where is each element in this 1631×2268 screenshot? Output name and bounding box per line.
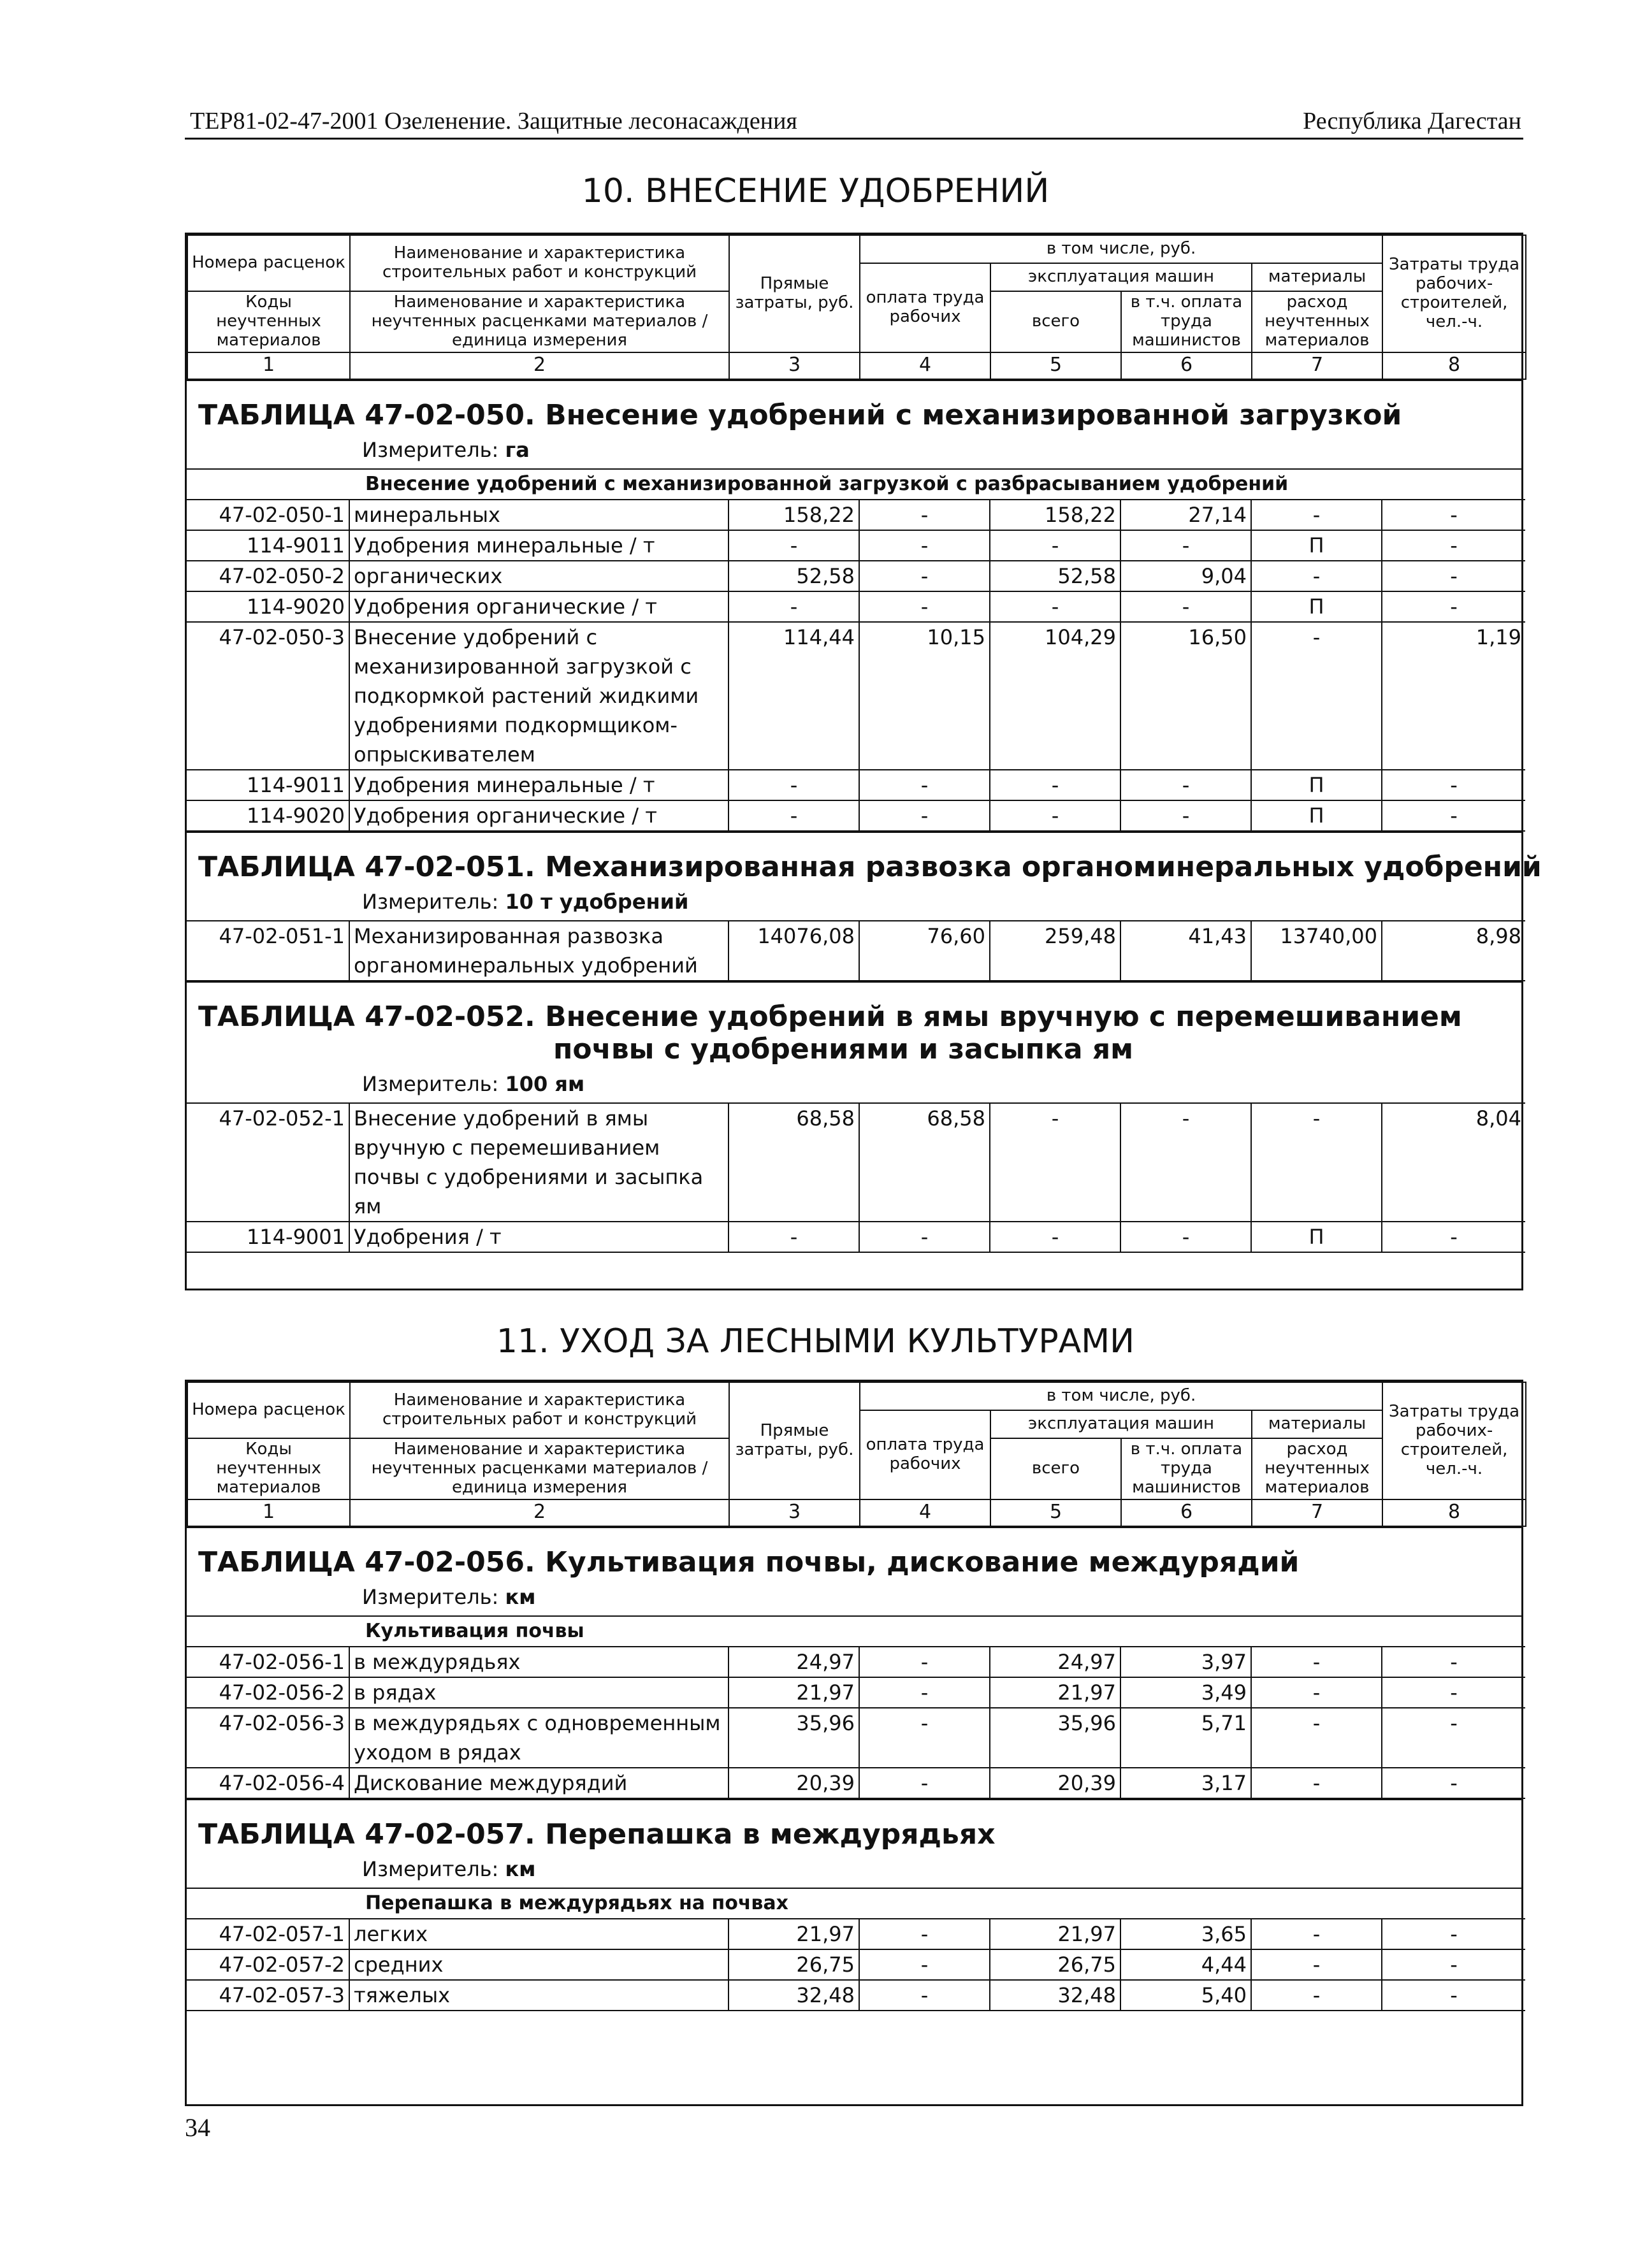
table-subheader: Культивация почвы	[187, 1615, 1521, 1646]
col-number: 4	[860, 1499, 990, 1526]
col-header-material-codes: Коды неучтенных материалов	[187, 1438, 350, 1499]
row-value: 32,48	[729, 1980, 859, 2011]
col-number: 6	[1121, 1499, 1252, 1526]
row-code: 47-02-056-3	[187, 1708, 349, 1768]
col-header-including: в том числе, руб.	[860, 1382, 1382, 1410]
row-value: 68,58	[729, 1103, 859, 1222]
row-value: -	[729, 1222, 859, 1252]
col-header-machines: эксплуатация машин	[990, 263, 1252, 291]
col-header-materials: материалы	[1252, 263, 1382, 291]
row-value: -	[729, 591, 859, 622]
row-value: -	[729, 770, 859, 800]
row-name: Удобрения минеральные / т	[349, 770, 729, 800]
table-row	[187, 591, 1525, 622]
row-value: -	[859, 1949, 990, 1980]
table-row	[187, 1708, 1525, 1768]
table-subheader: Перепашка в междурядьях на почвах	[187, 1888, 1521, 1918]
row-value: -	[1251, 561, 1382, 591]
price-rows-table	[187, 1918, 1525, 2011]
col-number: 6	[1121, 352, 1252, 379]
row-value: 35,96	[990, 1708, 1120, 1768]
measure-unit: 10 т удобрений	[505, 889, 689, 914]
row-value: 52,58	[990, 561, 1120, 591]
col-header-material-codes: Коды неучтенных материалов	[187, 291, 350, 352]
measure-label: Измеритель:	[362, 437, 499, 462]
col-header-name: Наименование и характеристика строительных работ и конструкций	[350, 235, 729, 291]
row-value: 10,15	[859, 622, 990, 770]
row-value: -	[990, 770, 1120, 800]
row-name: в междурядьях с одновременным уходом в рядах	[349, 1708, 729, 1768]
table-title: Культивация почвы, дискование междурядий	[545, 1545, 1300, 1578]
col-number: 7	[1252, 1499, 1382, 1526]
column-header-table	[187, 235, 1526, 380]
row-value: -	[1120, 1222, 1251, 1252]
row-value: -	[859, 1980, 990, 2011]
row-value: -	[1251, 1647, 1382, 1677]
row-value: -	[1120, 770, 1251, 800]
row-value: -	[1251, 1103, 1382, 1222]
col-number: 7	[1252, 352, 1382, 379]
row-value: -	[990, 591, 1120, 622]
table-code: 47-02-051.	[365, 850, 535, 883]
row-value: П	[1251, 770, 1382, 800]
row-value: -	[1382, 561, 1525, 591]
price-rows-table	[187, 1646, 1525, 1799]
section-tables	[187, 380, 1542, 1253]
measure-label: Измеритель:	[362, 1856, 499, 1881]
row-value: -	[1382, 800, 1525, 831]
table-label: ТАБЛИЦА	[198, 1000, 355, 1033]
col-number: 8	[1382, 352, 1526, 379]
row-value: 21,97	[990, 1677, 1120, 1708]
table-title: Перепашка в междурядьях	[545, 1817, 996, 1851]
row-value: 24,97	[990, 1647, 1120, 1677]
document-header-title: ТЕР81-02-47-2001 Озеленение. Защитные лесонасаждения	[190, 108, 797, 134]
document-header-region: Республика Дагестан	[1303, 108, 1521, 134]
col-header-name: Наименование и характеристика строительных работ и конструкций	[350, 1382, 729, 1438]
row-value: -	[1382, 1768, 1525, 1798]
table-subheader: Внесение удобрений с механизированной загрузкой с разбрасыванием удобрений	[187, 468, 1521, 499]
row-value: -	[1382, 1708, 1525, 1768]
column-header	[187, 235, 1521, 380]
row-value: -	[1382, 1919, 1525, 1949]
col-number: 8	[1382, 1499, 1526, 1526]
row-value: -	[859, 1647, 990, 1677]
row-name: органических	[349, 561, 729, 591]
row-value: 3,65	[1120, 1919, 1251, 1949]
row-value: 32,48	[990, 1980, 1120, 2011]
row-name: Удобрения минеральные / т	[349, 530, 729, 561]
section-title: 11. УХОД ЗА ЛЕСНЫМИ КУЛЬТУРАМИ	[496, 1322, 1135, 1361]
row-value: 259,48	[990, 921, 1120, 981]
col-header-material-name: Наименование и характеристика неучтенных расценками материалов / единица измерения	[350, 1438, 729, 1499]
row-value: -	[990, 1222, 1120, 1252]
table-row	[187, 530, 1525, 561]
col-header-materials: материалы	[1252, 1410, 1382, 1438]
column-header-table	[187, 1382, 1526, 1527]
table-row	[187, 1222, 1525, 1252]
price-rows-table	[187, 499, 1525, 832]
row-code: 114-9020	[187, 800, 349, 831]
row-value: 41,43	[1120, 921, 1251, 981]
col-number: 2	[350, 1499, 729, 1526]
row-value: 5,71	[1120, 1708, 1251, 1768]
table-label: ТАБЛИЦА	[198, 850, 355, 883]
row-value: -	[1382, 591, 1525, 622]
row-value: -	[859, 800, 990, 831]
row-value: 8,98	[1382, 921, 1525, 981]
table-row	[187, 1103, 1525, 1222]
row-name: Дискование междурядий	[349, 1768, 729, 1798]
row-value: -	[1251, 1949, 1382, 1980]
table-heading	[187, 983, 1521, 1033]
price-rows-table	[187, 920, 1525, 981]
price-table-block	[187, 981, 1521, 1253]
row-value: 3,17	[1120, 1768, 1251, 1798]
measure-label: Измеритель:	[362, 889, 499, 914]
table-row	[187, 622, 1525, 770]
measure-unit: 100 ям	[505, 1071, 585, 1096]
row-value: -	[990, 800, 1120, 831]
price-table-block	[187, 380, 1521, 832]
row-value: -	[1251, 1919, 1382, 1949]
table-heading	[187, 1528, 1521, 1578]
row-value: -	[1251, 500, 1382, 530]
row-name: в рядах	[349, 1677, 729, 1708]
row-value: -	[1382, 1949, 1525, 1980]
price-table-block	[187, 1799, 1521, 2011]
row-code: 47-02-051-1	[187, 921, 349, 981]
row-value: 9,04	[1120, 561, 1251, 591]
row-value: -	[859, 530, 990, 561]
row-code: 47-02-050-1	[187, 500, 349, 530]
col-number: 1	[187, 352, 350, 379]
col-header-codes: Номера расценок	[187, 1382, 350, 1438]
table-row	[187, 1949, 1525, 1980]
table-measure	[187, 1578, 1521, 1615]
row-value: 1,19	[1382, 622, 1525, 770]
row-value: 52,58	[729, 561, 859, 591]
col-number: 4	[860, 352, 990, 379]
col-number: 3	[729, 352, 860, 379]
row-name: Внесение удобрений в ямы вручную с перемешиванием почвы с удобрениями и засыпка ям	[349, 1103, 729, 1222]
col-header-material-use: расход неучтенных материалов	[1252, 291, 1382, 352]
row-value: -	[729, 800, 859, 831]
row-value: -	[1382, 1980, 1525, 2011]
row-value: 8,04	[1382, 1103, 1525, 1222]
row-name: Механизированная развозка органоминеральных удобрений	[349, 921, 729, 981]
row-value: 13740,00	[1251, 921, 1382, 981]
row-code: 47-02-050-3	[187, 622, 349, 770]
row-value: 21,97	[990, 1919, 1120, 1949]
col-number: 5	[990, 1499, 1121, 1526]
row-value: -	[1382, 1222, 1525, 1252]
row-value: -	[1251, 1980, 1382, 2011]
row-code: 114-9011	[187, 770, 349, 800]
row-value: -	[990, 530, 1120, 561]
table-measure	[187, 883, 1521, 920]
table-title: Внесение удобрений в ямы вручную с перемешиванием	[545, 1000, 1462, 1033]
row-value: П	[1251, 800, 1382, 831]
row-value: 20,39	[729, 1768, 859, 1798]
row-value: -	[1251, 1768, 1382, 1798]
row-name: Удобрения / т	[349, 1222, 729, 1252]
table-heading	[187, 381, 1521, 431]
row-code: 114-9001	[187, 1222, 349, 1252]
page-number: 34	[185, 2113, 210, 2142]
table-row	[187, 800, 1525, 831]
row-name: легких	[349, 1919, 729, 1949]
col-header-machines: эксплуатация машин	[990, 1410, 1252, 1438]
table-heading	[187, 833, 1542, 883]
col-header-including: в том числе, руб.	[860, 235, 1382, 263]
measure-unit: км	[505, 1584, 536, 1609]
measure-label: Измеритель:	[362, 1071, 499, 1096]
table-row	[187, 1768, 1525, 1798]
row-name: средних	[349, 1949, 729, 1980]
table-code: 47-02-056.	[365, 1545, 535, 1578]
table-code: 47-02-050.	[365, 398, 535, 431]
section-table-frame	[185, 1380, 1523, 2106]
col-header-direct-costs: Прямые затраты, руб.	[729, 1382, 860, 1499]
col-header-direct-costs: Прямые затраты, руб.	[729, 235, 860, 352]
row-value: П	[1251, 591, 1382, 622]
row-value: 3,49	[1120, 1677, 1251, 1708]
row-value: -	[1251, 1708, 1382, 1768]
row-value: -	[859, 1919, 990, 1949]
measure-unit: га	[505, 437, 530, 462]
table-code: 47-02-052.	[365, 1000, 535, 1033]
col-number: 2	[350, 352, 729, 379]
column-header	[187, 1382, 1521, 1527]
row-value: 68,58	[859, 1103, 990, 1222]
section-title: 10. ВНЕСЕНИЕ УДОБРЕНИЙ	[581, 172, 1050, 210]
row-value: -	[1382, 1647, 1525, 1677]
row-value: 26,75	[990, 1949, 1120, 1980]
row-name: Удобрения органические / т	[349, 800, 729, 831]
row-code: 114-9011	[187, 530, 349, 561]
price-table-block	[187, 832, 1542, 981]
col-header-operator-wages: в т.ч. оплата труда машинистов	[1121, 291, 1252, 352]
col-header-wages: оплата труда рабочих	[860, 1410, 990, 1499]
row-value: 158,22	[990, 500, 1120, 530]
col-header-labor: Затраты труда рабочих-строителей, чел.-ч.	[1382, 235, 1526, 352]
row-code: 47-02-057-1	[187, 1919, 349, 1949]
measure-label: Измеритель:	[362, 1584, 499, 1609]
row-value: -	[859, 1768, 990, 1798]
row-value: -	[859, 500, 990, 530]
row-value: 4,44	[1120, 1949, 1251, 1980]
row-value: 14076,08	[729, 921, 859, 981]
col-number: 1	[187, 1499, 350, 1526]
row-value: 76,60	[859, 921, 990, 981]
col-number: 5	[990, 352, 1121, 379]
table-row	[187, 770, 1525, 800]
row-value: -	[859, 591, 990, 622]
table-measure	[187, 1065, 1521, 1102]
col-number: 3	[729, 1499, 860, 1526]
measure-unit: км	[505, 1856, 536, 1881]
row-value: П	[1251, 530, 1382, 561]
row-value: 114,44	[729, 622, 859, 770]
section-table-frame	[185, 233, 1542, 1290]
row-value: -	[859, 1222, 990, 1252]
row-name: в междурядьях	[349, 1647, 729, 1677]
row-value: 3,97	[1120, 1647, 1251, 1677]
price-table-block	[187, 1527, 1521, 1799]
row-code: 47-02-050-2	[187, 561, 349, 591]
header-rule	[185, 138, 1523, 140]
table-row	[187, 1980, 1525, 2011]
row-value: -	[990, 1103, 1120, 1222]
row-value: -	[859, 1708, 990, 1768]
col-header-material-name: Наименование и характеристика неучтенных расценками материалов / единица измерения	[350, 291, 729, 352]
row-value: 21,97	[729, 1919, 859, 1949]
table-heading	[187, 1800, 1521, 1851]
row-value: П	[1251, 1222, 1382, 1252]
col-header-operator-wages: в т.ч. оплата труда машинистов	[1121, 1438, 1252, 1499]
table-row	[187, 1677, 1525, 1708]
col-header-wages: оплата труда рабочих	[860, 263, 990, 352]
section-tables	[187, 1527, 1521, 2011]
row-value: 24,97	[729, 1647, 859, 1677]
row-value: 26,75	[729, 1949, 859, 1980]
row-value: -	[1120, 591, 1251, 622]
row-value: 21,97	[729, 1677, 859, 1708]
table-code: 47-02-057.	[365, 1817, 535, 1851]
row-value: -	[1382, 500, 1525, 530]
table-title-line2: почвы с удобрениями и засыпка ям	[553, 1032, 1134, 1065]
row-code: 47-02-057-2	[187, 1949, 349, 1980]
row-code: 47-02-056-1	[187, 1647, 349, 1677]
row-code: 114-9020	[187, 591, 349, 622]
table-row	[187, 1919, 1525, 1949]
table-title: Внесение удобрений с механизированной загрузкой	[545, 398, 1402, 431]
row-value: 104,29	[990, 622, 1120, 770]
row-value: -	[859, 770, 990, 800]
row-value: -	[1120, 1103, 1251, 1222]
col-header-machines-total: всего	[990, 1438, 1121, 1499]
row-value: -	[1120, 530, 1251, 561]
table-row	[187, 1647, 1525, 1677]
row-value: -	[859, 1677, 990, 1708]
row-value: -	[859, 561, 990, 591]
table-measure	[187, 431, 1521, 468]
row-code: 47-02-052-1	[187, 1103, 349, 1222]
col-header-labor: Затраты труда рабочих-строителей, чел.-ч.	[1382, 1382, 1526, 1499]
price-rows-table	[187, 1102, 1525, 1253]
table-label: ТАБЛИЦА	[198, 1545, 355, 1578]
row-value: -	[1120, 800, 1251, 831]
row-value: 16,50	[1120, 622, 1251, 770]
row-value: 27,14	[1120, 500, 1251, 530]
row-name: Удобрения органические / т	[349, 591, 729, 622]
row-name: тяжелых	[349, 1980, 729, 2011]
row-value: 5,40	[1120, 1980, 1251, 2011]
row-code: 47-02-057-3	[187, 1980, 349, 2011]
row-name: минеральных	[349, 500, 729, 530]
table-row	[187, 500, 1525, 530]
table-label: ТАБЛИЦА	[198, 1817, 355, 1851]
table-label: ТАБЛИЦА	[198, 398, 355, 431]
table-title: Механизированная развозка органоминеральных удобрений	[545, 850, 1542, 883]
table-measure	[187, 1851, 1521, 1888]
row-value: -	[1251, 622, 1382, 770]
row-value: 158,22	[729, 500, 859, 530]
row-name: Внесение удобрений с механизированной загрузкой с подкормкой растений жидкими удобрениями подкормщиком-опрыскивателем	[349, 622, 729, 770]
table-row	[187, 921, 1525, 981]
row-value: 35,96	[729, 1708, 859, 1768]
row-code: 47-02-056-4	[187, 1768, 349, 1798]
row-value: -	[1382, 1677, 1525, 1708]
row-code: 47-02-056-2	[187, 1677, 349, 1708]
row-value: -	[1251, 1677, 1382, 1708]
row-value: 20,39	[990, 1768, 1120, 1798]
col-header-machines-total: всего	[990, 291, 1121, 352]
col-header-codes: Номера расценок	[187, 235, 350, 291]
table-row	[187, 561, 1525, 591]
row-value: -	[1382, 770, 1525, 800]
col-header-material-use: расход неучтенных материалов	[1252, 1438, 1382, 1499]
row-value: -	[1382, 530, 1525, 561]
row-value: -	[729, 530, 859, 561]
